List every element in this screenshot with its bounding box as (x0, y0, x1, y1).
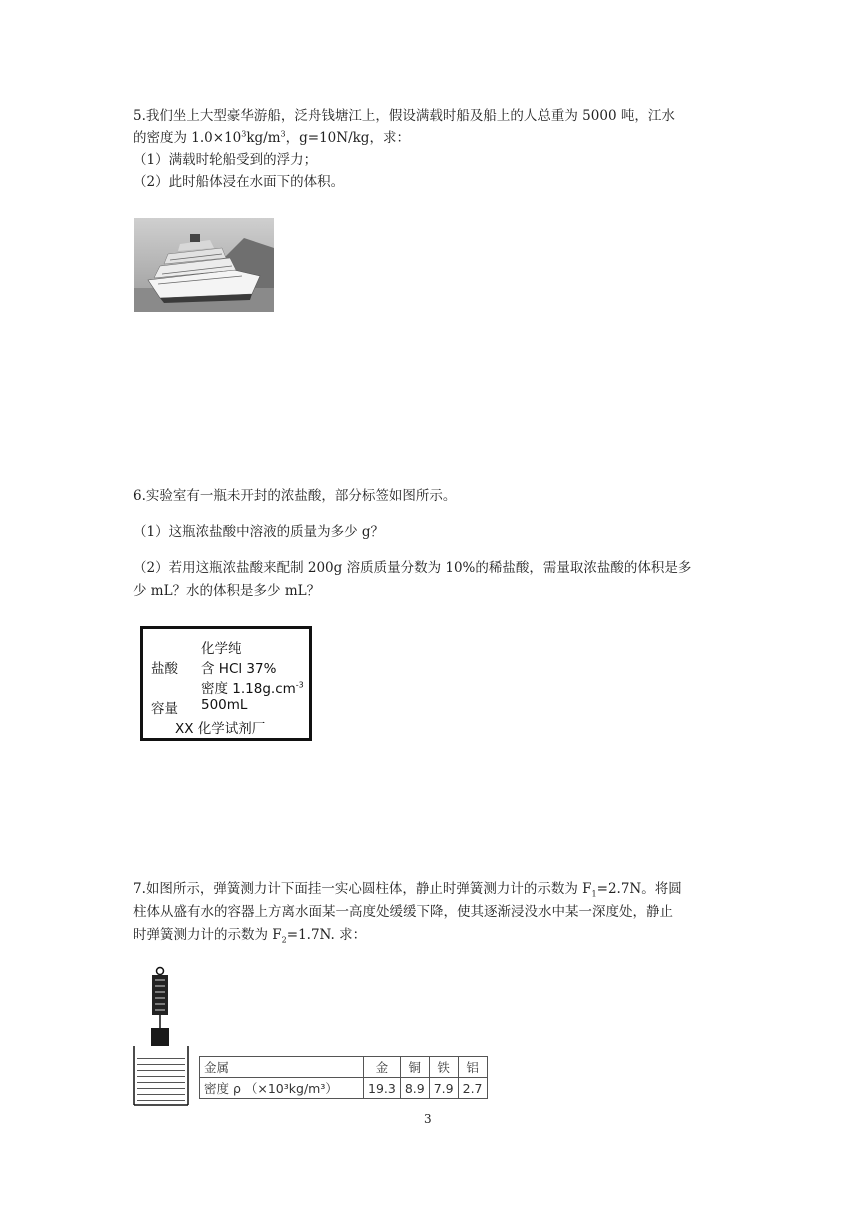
table-header-cell: 铝 (458, 1057, 487, 1078)
table-row-label: 密度 ρ （×10³kg/m³） (200, 1078, 364, 1099)
table-header-cell: 金属 (200, 1057, 364, 1078)
q7-line1 (133, 878, 733, 900)
table-cell: 2.7 (458, 1078, 487, 1099)
q7-f2-subscript: 2 (281, 935, 287, 945)
spring-scale-diagram (130, 966, 194, 1111)
q5-line2-unit: kg/m (246, 130, 281, 146)
table-header-cell: 铁 (429, 1057, 458, 1078)
table-row (200, 1078, 488, 1099)
q5-unit-exponent: 3 (280, 129, 286, 139)
q7-f1-subscript: 1 (591, 889, 597, 899)
label-density (201, 677, 304, 697)
q7-line1-part: 7.如图所示，弹簧测力计下面挂一实心圆柱体，静止时弹簧测力计的示数为 F (133, 881, 592, 897)
q6-sub1: （1）这瓶浓盐酸中溶液的质量为多少 g？ (133, 524, 385, 540)
q5-line2-tail: ，g=10N/kg，求： (285, 130, 410, 146)
table-cell: 8.9 (400, 1078, 429, 1099)
table-cell: 19.3 (364, 1078, 401, 1099)
q5-line1: 5.我们坐上大型豪华游船，泛舟钱塘江上，假设满载时船及船上的人总重为 5000 吨，江水 (133, 108, 675, 124)
label-density-exponent: -3 (295, 680, 304, 690)
table-cell: 7.9 (429, 1078, 458, 1099)
label-capacity-label: 容量 (151, 701, 178, 717)
q5-sub1: （1）满载时轮船受到的浮力； (133, 152, 318, 168)
q7-line3-tail: =1.7N. 求： (286, 927, 367, 943)
cruise-ship-image (134, 218, 274, 312)
page-number: 3 (424, 1112, 432, 1126)
table-header-row (200, 1057, 488, 1078)
q5-exponent: 3 (241, 129, 247, 139)
q7-line2: 柱体从盛有水的容器上方离水面某一高度处缓缓下降，使其逐渐浸没水中某一深度处，静止 (133, 904, 673, 920)
label-content: 含 HCl 37% (201, 661, 277, 677)
label-name: 盐酸 (151, 661, 178, 677)
label-grade: 化学纯 (201, 641, 242, 657)
q6-sub2-line2: 少 mL？水的体积是多少 mL？ (133, 583, 321, 599)
q5-sub2: （2）此时船体浸在水面下的体积。 (133, 174, 345, 190)
q7-line1-tail: =2.7N。将圆 (596, 881, 682, 897)
reagent-label (140, 626, 312, 741)
q6-sub2-line1: （2）若用这瓶浓盐酸来配制 200g 溶质质量分数为 10%的稀盐酸，需量取浓盐酸的体积是多 (133, 560, 692, 576)
q7-line3 (133, 924, 733, 946)
table-header-cell: 铜 (400, 1057, 429, 1078)
label-maker: XX 化学试剂厂 (175, 721, 266, 737)
label-density-text: 密度 1.18g.cm (201, 681, 296, 697)
table-header-cell: 金 (364, 1057, 401, 1078)
q5-line2 (133, 127, 733, 149)
label-capacity-value: 500mL (201, 697, 248, 713)
q6-line1: 6.实验室有一瓶未开封的浓盐酸，部分标签如图所示。 (133, 488, 457, 504)
q5-line2-part: 的密度为 1.0×10 (133, 130, 242, 146)
metal-density-table (199, 1056, 488, 1099)
q7-line3-part: 时弹簧测力计的示数为 F (133, 927, 282, 943)
